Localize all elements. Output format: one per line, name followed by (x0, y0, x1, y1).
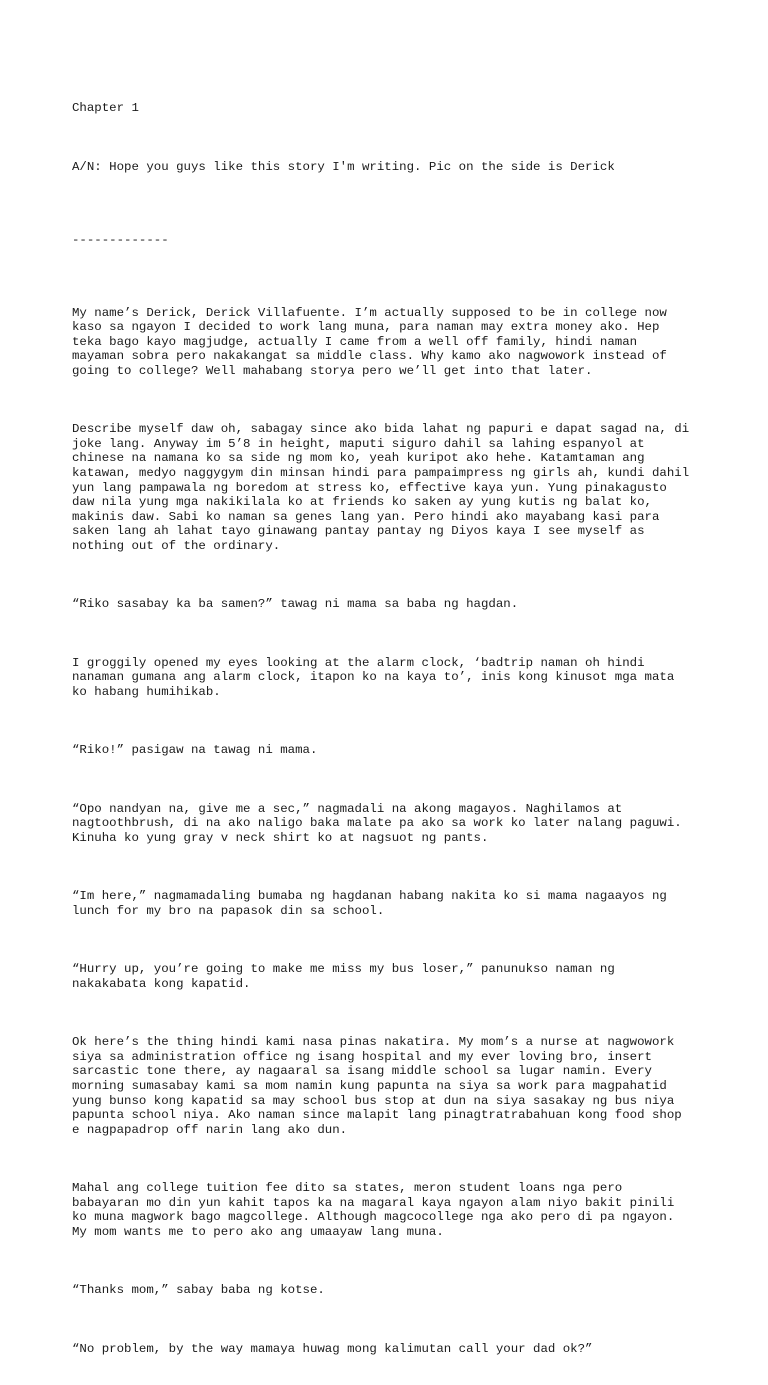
chapter-title: Chapter 1 (72, 101, 139, 116)
paragraph: “Opo nandyan na, give me a sec,” nagmadali na akong magayos. Naghilamos at nagtoothbrush, di na ako naligo baka malate pa ako sa work ko later nalang paguwi. Kinuha ko yung gray v neck shirt ko at nagsuot ng pants. (72, 801, 682, 845)
paragraph: “Im here,” nagmamadaling bumaba ng hagdanan habang nakita ko si mama nagaayos ng lunch for my bro na papasok din sa school. (72, 889, 667, 918)
paragraph: “Hurry up, you’re going to make me miss my bus loser,” panunukso naman ng nakakabata kong kapatid. (72, 962, 615, 991)
paragraph: “Riko sasabay ka ba samen?” tawag ni mama sa baba ng hagdan. (72, 597, 519, 612)
document-page (72, 72, 712, 1385)
paragraph: “No problem, by the way mamaya huwag mong kalimutan call your dad ok?” (72, 1341, 593, 1356)
paragraph: Describe myself daw oh, sabagay since ako bida lahat ng papuri e dapat sagad na, di joke lang. Anyway im 5’8 in height, maputi siguro dahil sa lahing espanyol at chinese na namana ko sa side ng mom ko, yeah kuripot ako hehe. Katamtaman ang katawan, medyo naggygym din minsan hindi para pampaimpress ng girls ah, kundi dahil yun lang pampawala ng boredom at stress ko, effective kaya yun. Yung pinakagusto daw nila yung mga nakikilala ko at friends ko saken ay yung kutis ng balat ko, makinis daw. Sabi ko naman sa genes lang yan. Pero hindi ako mayabang kasi para saken lang ah lahat tayo ginawang pantay pantay ng Diyos kaya I see myself as nothing out of the ordinary. (72, 422, 690, 553)
paragraph: “Riko!” pasigaw na tawag ni mama. (72, 743, 318, 758)
section-divider: ------------- (72, 232, 169, 247)
paragraph: My name’s Derick, Derick Villafuente. I’m actually supposed to be in college now kaso sa ngayon I decided to work lang muna, para naman may extra money ako. Hep teka bago kayo magjudge, actually I came from a well off family, hindi naman mayaman sobra pero nakakangat sa middle class. Why kamo ako nagwowork instead of going to college? Well mahabang storya pero we’ll get into that later. (72, 305, 667, 378)
paragraph: Mahal ang college tuition fee dito sa states, meron student loans nga pero babayaran mo din yun kahit tapos ka na magaral kaya ngayon alam niyo bakit pinili ko muna magwork bago magcollege. Although magcocollege nga ako pero di pa ngayon. My mom wants me to pero ako ang umaayaw lang muna. (72, 1181, 675, 1239)
paragraph: “Thanks mom,” sabay baba ng kotse. (72, 1283, 325, 1298)
author-note: A/N: Hope you guys like this story I'm writing. Pic on the side is Derick (72, 159, 615, 174)
paragraph: Ok here’s the thing hindi kami nasa pinas nakatira. My mom’s a nurse at nagwowork siya sa administration office ng isang hospital and my ever loving bro, insert sarcastic tone there, ay nagaaral sa isang middle school sa lugar namin. Every morning sumasabay kami sa mom namin kung papunta na siya sa work para magpahatid yung bunso kong kapatid sa may school bus stop at dun na siya sasakay ng bus niya papunta school niya. Ako naman since malapit lang pinagtratrabahuan kong food shop e nagpapadrop off narin lang ako dun. (72, 1035, 682, 1137)
paragraph: I groggily opened my eyes looking at the alarm clock, ‘badtrip naman oh hindi nanaman gumana ang alarm clock, itapon ko na kaya to’, inis kong kinusot mga mata ko habang humihikab. (72, 655, 675, 699)
